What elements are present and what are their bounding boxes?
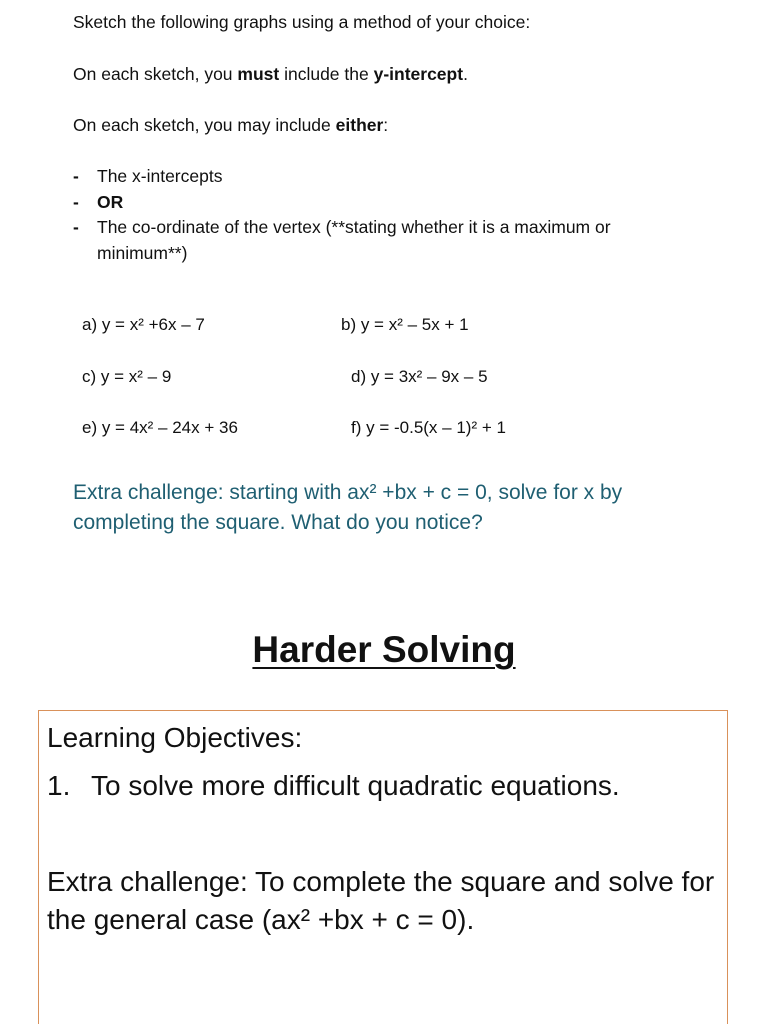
learning-objectives-box bbox=[38, 710, 728, 1024]
instruction-line-3-part-a: On each sketch, you may include bbox=[73, 115, 336, 135]
equation-b: b) y = x² – 5x + 1 bbox=[341, 315, 469, 334]
bullet-dash: - bbox=[73, 217, 79, 237]
instruction-line-1: Sketch the following graphs using a method of your choice: bbox=[73, 12, 531, 32]
instruction-line-2-part-a: On each sketch, you bbox=[73, 64, 238, 84]
equation-a: a) y = x² +6x – 7 bbox=[82, 315, 205, 334]
section-title: Harder Solving bbox=[252, 629, 516, 670]
objective-number: 1. bbox=[47, 770, 71, 801]
objective-item bbox=[47, 767, 620, 805]
list-item-text: OR bbox=[97, 191, 124, 212]
objectives-heading: Learning Objectives: bbox=[47, 722, 303, 753]
list-item-text: The x-intercepts bbox=[97, 166, 223, 186]
instruction-line-2-part-c: include the bbox=[279, 64, 374, 84]
option-list bbox=[73, 164, 713, 266]
instruction-y-intercept: y-intercept bbox=[373, 64, 464, 84]
bullet-dash: - bbox=[73, 166, 79, 186]
list-item-text: The co-ordinate of the vertex (**stating whether it is a maximum or minimum**) bbox=[97, 217, 611, 263]
instruction-line-2-part-e: . bbox=[463, 64, 468, 84]
equation-e: e) y = 4x² – 24x + 36 bbox=[82, 418, 238, 437]
list-item bbox=[73, 190, 713, 216]
list-item bbox=[73, 164, 713, 190]
instruction-line-3-part-c: : bbox=[383, 115, 389, 135]
list-item bbox=[73, 215, 697, 266]
bullet-dash: - bbox=[73, 191, 79, 212]
equation-d: d) y = 3x² – 9x – 5 bbox=[351, 367, 488, 386]
instruction-must: must bbox=[237, 64, 280, 84]
equation-f: f) y = -0.5(x – 1)² + 1 bbox=[351, 418, 506, 437]
instruction-line-2 bbox=[73, 62, 468, 86]
instruction-either: either bbox=[335, 115, 384, 135]
extra-challenge-text: Extra challenge: starting with ax² +bx + c = 0, solve for x by completing the square. What do you notice? bbox=[73, 481, 623, 534]
equation-c: c) y = x² – 9 bbox=[82, 367, 172, 386]
instruction-line-3 bbox=[73, 113, 388, 137]
objective-text: To solve more difficult quadratic equations. bbox=[91, 770, 620, 801]
objectives-extra-challenge: Extra challenge: To complete the square and solve for the general case (ax² +bx + c = 0). bbox=[47, 866, 715, 935]
